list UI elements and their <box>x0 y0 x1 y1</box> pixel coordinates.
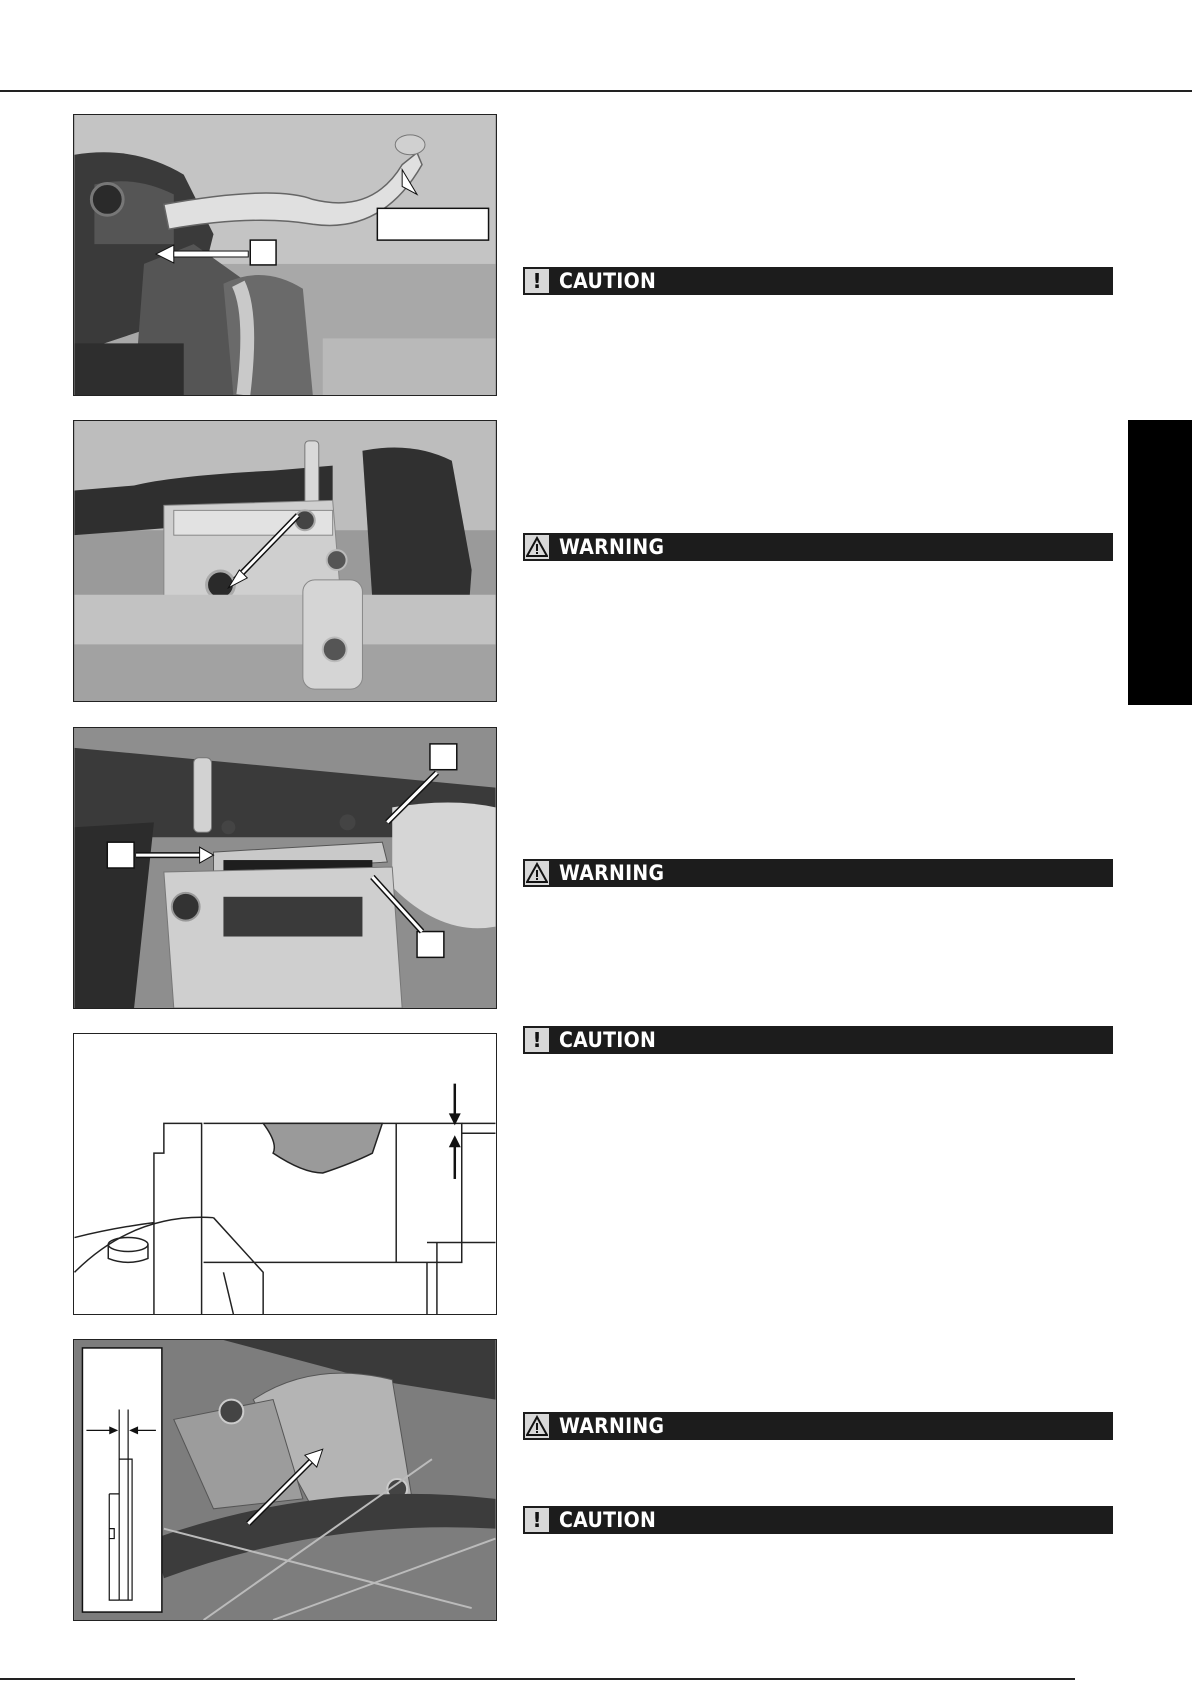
figure-master-cylinder <box>73 420 497 702</box>
master-cylinder-photo <box>74 421 496 701</box>
warning-triangle-icon <box>525 535 549 559</box>
banner-label: WARNING <box>559 1414 665 1438</box>
figure-reservoir-cover <box>73 727 497 1009</box>
exclamation-icon: ! <box>525 1028 549 1052</box>
reservoir-cover-photo <box>74 728 496 1008</box>
banner-label: CAUTION <box>559 1508 657 1532</box>
footer-rule <box>0 1678 1075 1680</box>
fluid-level-drawing <box>74 1034 496 1314</box>
brake-caliper-photo <box>74 1340 496 1620</box>
header-rule <box>0 90 1192 92</box>
figure-brake-caliper <box>73 1339 497 1621</box>
brake-lever-photo <box>74 115 496 395</box>
warning-banner <box>523 1412 1113 1440</box>
caution-banner <box>523 1026 1113 1054</box>
exclamation-icon: ! <box>525 269 549 293</box>
figure-fluid-level <box>73 1033 497 1315</box>
exclamation-icon: ! <box>525 1508 549 1532</box>
caution-banner <box>523 1506 1113 1534</box>
warning-banner <box>523 859 1113 887</box>
banner-label: WARNING <box>559 535 665 559</box>
banner-label: WARNING <box>559 861 665 885</box>
warning-triangle-icon <box>525 861 549 885</box>
banner-label: CAUTION <box>559 1028 657 1052</box>
warning-triangle-icon <box>525 1414 549 1438</box>
chapter-tab <box>1128 420 1192 705</box>
figure-brake-lever <box>73 114 497 396</box>
caution-banner <box>523 267 1113 295</box>
warning-banner <box>523 533 1113 561</box>
banner-label: CAUTION <box>559 269 657 293</box>
